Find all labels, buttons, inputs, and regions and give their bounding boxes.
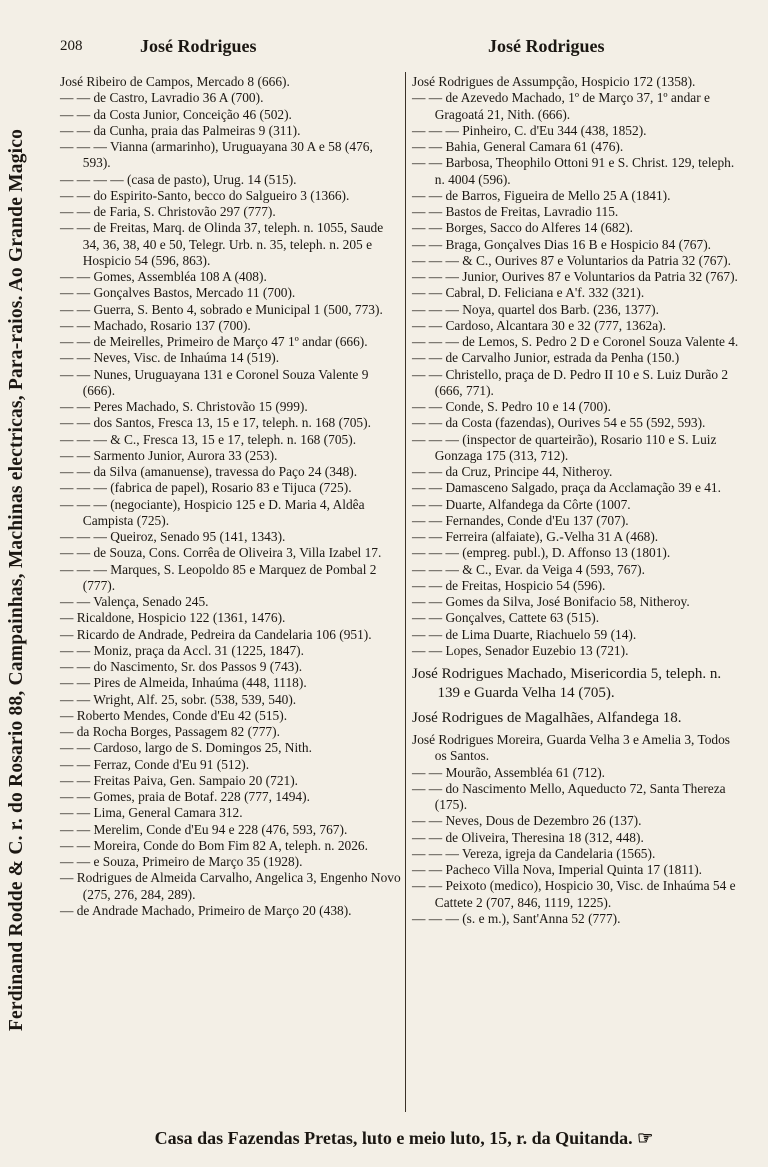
list-item: — — — Queiroz, Senado 95 (141, 1343).	[60, 529, 286, 544]
list-item: — — Moniz, praça da Accl. 31 (1225, 1847).	[60, 642, 304, 658]
list-item: — — Valença, Senado 245.	[60, 594, 209, 609]
list-item: — — Pacheco Villa Nova, Imperial Quinta 17 (1811).	[412, 862, 702, 877]
list-item: — — de Carvalho Junior, estrada da Penha (150.)	[412, 350, 680, 366]
side-advert	[0, 40, 48, 1120]
list-item: — — — — (casa de pasto), Urug. 14 (515).	[60, 171, 297, 187]
list-item: — — Christello, praça de D. Pedro II 10 e S. Luiz Durão 2 (666, 771).	[412, 366, 729, 398]
list-item: — — Merelim, Conde d'Eu 94 e 228 (476, 593, 767).	[60, 821, 348, 837]
list-item: — — — Pinheiro, C. d'Eu 344 (438, 1852).	[412, 122, 647, 138]
list-item: — — de Souza, Cons. Corrêa de Oliveira 3, Villa Izabel 17.	[60, 545, 382, 561]
list-item: José Rodrigues Moreira, Guarda Velha 3 e Amelia 3, Todos os Santos.	[412, 732, 731, 764]
list-item: — — Lima, General Camara 312.	[60, 805, 243, 821]
list-item: — — Damasceno Salgado, praça da Acclamação 39 e 41.	[412, 480, 721, 496]
list-item: — — Sarmento Junior, Aurora 33 (253).	[60, 447, 278, 463]
list-item: — — Gomes, Assembléa 108 A (408).	[60, 269, 267, 284]
list-item: — — Braga, Gonçalves Dias 16 B e Hospicio 84 (767).	[412, 236, 712, 252]
list-item: José Ribeiro de Campos, Mercado 8 (666).	[60, 74, 290, 89]
list-item: — — Nunes, Uruguayana 131 e Coronel Souza Valente 9 (666).	[60, 366, 369, 398]
list-item: — — Freitas Paiva, Gen. Sampaio 20 (721).	[60, 772, 299, 788]
list-item-heading: José Rodrigues Machado, Misericordia 5, teleph. n. 139 e Guarda Velha 14 (705).	[412, 666, 722, 701]
list-item: — — — (fabrica de papel), Rosario 83 e Tijuca (725).	[60, 480, 352, 496]
running-head-right: José Rodrigues	[488, 36, 605, 56]
list-item: — — Gomes, praia de Botaf. 228 (777, 1494).	[60, 789, 310, 804]
list-item: — — Machado, Rosario 137 (700).	[60, 317, 251, 333]
list-item: — — do Nascimento Mello, Aqueducto 72, Santa Thereza (175).	[412, 780, 726, 812]
list-item: — — Cardoso, Alcantara 30 e 32 (777, 1362a).	[412, 317, 666, 333]
list-item: — — Peres Machado, S. Christovão 15 (999).	[60, 399, 308, 414]
column-divider	[405, 72, 406, 1112]
list-item: — Rodrigues de Almeida Carvalho, Angelica 3, Engenho Novo (275, 276, 284, 289).	[60, 870, 401, 902]
footer-advert: Casa das Fazendas Pretas, luto e meio luto, 15, r. da Quitanda. ☞	[154, 1128, 654, 1148]
list-item: — — Bastos de Freitas, Lavradio 115.	[412, 204, 619, 219]
list-item: — — de Freitas, Marq. de Olinda 37, teleph. n. 1055, Saude 34, 36, 38, 40 e 50, Telegr. Urb. n. 35, teleph. n. 205 e Hospicio 54 (596, 863).	[60, 220, 384, 268]
list-item: — — Neves, Visc. de Inhaúma 14 (519).	[60, 350, 280, 366]
list-item: — — — Vianna (armarinho), Uruguayana 30 A e 58 (476, 593).	[60, 139, 373, 171]
list-item: — — de Oliveira, Theresina 18 (312, 448).	[412, 829, 644, 845]
list-item: — — Bahia, General Camara 61 (476).	[412, 139, 624, 154]
list-item: — — de Barros, Figueira de Mello 25 A (1841).	[412, 187, 671, 203]
page-number: 208	[60, 38, 83, 54]
list-item: José Rodrigues de Assumpção, Hospicio 172 (1358).	[412, 74, 696, 89]
list-item: — — Pires de Almeida, Inhaúma (448, 1118).	[60, 675, 307, 691]
list-item: — — da Silva (amanuense), travessa do Paço 24 (348).	[60, 464, 358, 479]
list-item: — — de Meirelles, Primeiro de Março 47 1º andar (666).	[60, 334, 368, 349]
list-item: — — — (s. e m.), Sant'Anna 52 (777).	[412, 910, 621, 926]
list-item: — — — de Lemos, S. Pedro 2 D e Coronel Souza Valente 4.	[412, 334, 739, 349]
list-item: — — da Cunha, praia das Palmeiras 9 (311).	[60, 122, 301, 138]
right-column	[412, 74, 742, 927]
list-item: — — Lopes, Senador Euzebio 13 (721).	[412, 642, 629, 658]
list-item-heading: José Rodrigues de Magalhães, Alfandega 18.	[412, 710, 682, 726]
list-item: — de Andrade Machado, Primeiro de Março 20 (438).	[60, 902, 352, 918]
list-item: — — — (empreg. publ.), D. Affonso 13 (1801).	[412, 545, 671, 561]
list-item: — — — Junior, Ourives 87 e Voluntarios da Patria 32 (767).	[412, 269, 738, 284]
list-item: — — Neves, Dous de Dezembro 26 (137).	[412, 813, 642, 829]
list-item: — Ricaldone, Hospicio 122 (1361, 1476).	[60, 610, 286, 626]
list-item: — — Fernandes, Conde d'Eu 137 (707).	[412, 512, 629, 528]
list-item: — — Gonçalves, Cattete 63 (515).	[412, 610, 600, 626]
list-item: — — dos Santos, Fresca 13, 15 e 17, teleph. n. 168 (705).	[60, 415, 371, 431]
list-item: — — Peixoto (medico), Hospicio 30, Visc. de Inhaúma 54 e Cattete 2 (707, 846, 1119, 1225).	[412, 878, 736, 910]
list-item: — da Rocha Borges, Passagem 82 (777).	[60, 724, 280, 739]
list-item: — — Borges, Sacco do Alferes 14 (682).	[412, 220, 634, 236]
list-item: — Roberto Mendes, Conde d'Eu 42 (515).	[60, 707, 288, 723]
list-item: — — — & C., Fresca 13, 15 e 17, teleph. n. 168 (705).	[60, 431, 357, 447]
list-item: — — Duarte, Alfandega da Côrte (1007.	[412, 496, 631, 512]
list-item: — — — Marques, S. Leopoldo 85 e Marquez de Pombal 2 (777).	[60, 561, 377, 593]
list-item: — — da Costa Junior, Conceição 46 (502).	[60, 106, 292, 122]
list-item: — — Gonçalves Bastos, Mercado 11 (700).	[60, 285, 296, 301]
list-item: — Ricardo de Andrade, Pedreira da Candelaria 106 (951).	[60, 626, 372, 642]
list-item: — — da Cruz, Principe 44, Nitheroy.	[412, 464, 613, 479]
list-item: — — Gomes da Silva, José Bonifacio 58, Nitheroy.	[412, 594, 690, 609]
side-advert-text: Ferdinand Rodde & C. r. do Rosario 88, Campainhas, Machinas electricas, Para-raios. Ao Grande Magico	[6, 128, 27, 1032]
list-item: — — Cardoso, largo de S. Domingos 25, Nith.	[60, 740, 312, 756]
list-item: — — Mourão, Assembléa 61 (712).	[412, 764, 606, 780]
page-header	[60, 36, 748, 62]
list-item: — — e Souza, Primeiro de Março 35 (1928).	[60, 854, 303, 869]
list-item: — — — & C., Ourives 87 e Voluntarios da Patria 32 (767).	[412, 252, 731, 268]
running-head-left: José Rodrigues	[140, 36, 257, 56]
list-item: — — — (inspector de quarteirão), Rosario 110 e S. Luiz Gonzaga 175 (313, 712).	[412, 431, 717, 463]
list-item: — — Barbosa, Theophilo Ottoni 91 e S. Christ. 129, teleph. n. 4004 (596).	[412, 155, 735, 187]
list-item: — — — (negociante), Hospicio 125 e D. Maria 4, Aldêa Campista (725).	[60, 496, 365, 528]
list-item: — — do Espirito-Santo, becco do Salgueiro 3 (1366).	[60, 187, 350, 203]
list-item: — — de Faria, S. Christovão 297 (777).	[60, 204, 276, 219]
list-item: — — Ferreira (alfaiate), G.-Velha 31 A (468).	[412, 529, 659, 544]
list-item: — — Wright, Alf. 25, sobr. (538, 539, 540).	[60, 691, 297, 707]
list-item: — — do Nascimento, Sr. dos Passos 9 (743).	[60, 659, 303, 674]
list-item: — — — Noya, quartel dos Barb. (236, 1377).	[412, 301, 659, 317]
list-item: — — Guerra, S. Bento 4, sobrado e Municipal 1 (500, 773).	[60, 301, 383, 317]
list-item: — — de Lima Duarte, Riachuelo 59 (14).	[412, 626, 637, 642]
list-item: — — da Costa (fazendas), Ourives 54 e 55 (592, 593).	[412, 415, 706, 431]
list-item: — — Moreira, Conde do Bom Fim 82 A, teleph. n. 2026.	[60, 837, 368, 853]
left-column	[60, 74, 402, 919]
list-item: — — — & C., Evar. da Veiga 4 (593, 767).	[412, 561, 645, 577]
list-item: — — de Freitas, Hospicio 54 (596).	[412, 577, 606, 593]
list-item: — — Conde, S. Pedro 10 e 14 (700).	[412, 399, 611, 414]
list-item: — — de Castro, Lavradio 36 A (700).	[60, 90, 264, 106]
list-item: — — de Azevedo Machado, 1º de Março 37, 1º andar e Gragoatá 21, Nith. (666).	[412, 90, 710, 122]
list-item: — — Ferraz, Conde d'Eu 91 (512).	[60, 756, 250, 772]
list-item: — — — Vereza, igreja da Candelaria (1565).	[412, 845, 656, 861]
list-item: — — Cabral, D. Feliciana e A'f. 332 (321).	[412, 285, 645, 301]
